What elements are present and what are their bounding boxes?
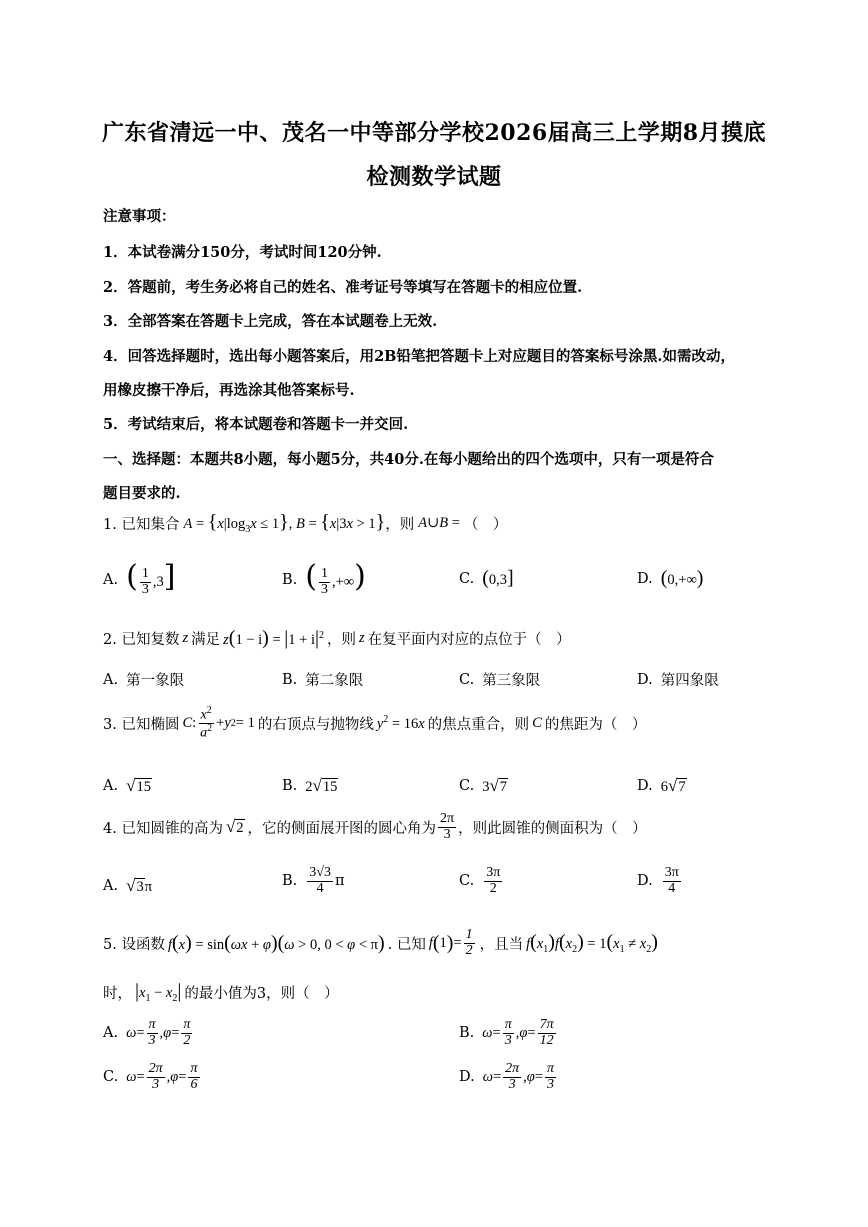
q5-option-a[interactable]: A. ω = $\frac{\pi}{3}$ , φ = $\frac{\pi}{2}$: [103, 1017, 191, 1048]
q1-option-c[interactable]: C. (0,3]: [459, 567, 514, 589]
q2-option-d[interactable]: D. 第四象限: [637, 671, 719, 689]
exam-title-line-1: 广东省清远一中、茂名一中等部分学校2026届高三上学期8月摸底: [101, 120, 767, 146]
q3-prefix: 3. 已知椭圆: [103, 717, 180, 734]
note-item-4: 4．回答选择题时，选出每小题答案后，用2B铅笔把答题卡上对应题目的答案标号涂黑.如需改动，: [103, 348, 735, 365]
q5-option-b[interactable]: B. ω = $\frac{\pi}{3}$ , φ = $\frac{7\pi}{12}$: [459, 1017, 554, 1048]
q1-union-formula: A∪B =: [418, 514, 460, 531]
notes-heading: 注意事项：: [103, 208, 176, 225]
note-item-2: 2．答题前，考生务必将自己的姓名、准考证号等填写在答题卡的相应位置.: [103, 279, 583, 296]
q3-mid3: 的焦距为（ ）: [544, 717, 647, 734]
q3-option-d[interactable]: D. 6 √ 7: [637, 776, 686, 795]
q3-mid1: 的右顶点与抛物线: [257, 717, 374, 734]
question-5-stem: [103, 928, 658, 958]
q1-label-d: D.: [637, 570, 653, 587]
q5-option-c[interactable]: C. ω = $\frac{2\pi}{3}$ , φ = $\frac{\pi}{6}$: [103, 1061, 198, 1092]
q1-suffix: ，则: [385, 516, 415, 533]
q1-prefix: 1. 已知集合: [103, 516, 180, 533]
q3-option-b[interactable]: B. 2 √ 15: [282, 776, 338, 795]
q5-prefix: 5. 设函数: [103, 936, 165, 953]
q4-mid2: ，则此圆锥的侧面积为（ ）: [458, 820, 647, 837]
q5-product-formula: $f(x_1)f(x_2) = 1(x_1 \ne x_2)$: [526, 930, 658, 955]
q3-option-c[interactable]: C. 3 √ 7: [459, 776, 508, 795]
q3-option-a[interactable]: A. √ 15: [103, 776, 151, 795]
q5-mid1: . 已知: [387, 936, 426, 953]
q1-sets-formula: $A = \{x|\log_3x \le 1\}$, B = {x|3x > 1}: [183, 511, 386, 535]
q4-prefix: 4. 已知圆锥的高为: [103, 820, 223, 837]
exam-title-line-2: 检测数学试题: [366, 164, 502, 190]
q2-mid1: 满足: [191, 632, 221, 648]
q5-line2-prefix: 时，: [103, 985, 132, 1002]
q4-option-d[interactable]: D. $\frac{3\pi}{4}$: [637, 865, 679, 896]
q5-line2-suffix: 的最小值为3，则（ ）: [184, 985, 339, 1002]
q4-option-b[interactable]: B. $\frac{3√3}{4}$ π: [282, 865, 345, 896]
q2-prefix: 2. 已知复数: [103, 632, 180, 648]
q2-equation: $z(1 - i) = |1 + i|^2$: [223, 627, 325, 649]
q1-label-c: C.: [459, 570, 475, 587]
question-2-stem: 2. 已知复数 z 满足 $z(1 - i) = |1 + i|^2$ ，则 z 在复平面内对应的点位于（ ）: [103, 627, 571, 649]
q4-option-c[interactable]: C. $\frac{3\pi}{2}$: [459, 865, 501, 896]
q3-ellipse-formula: C : $\frac{x^2}{a^2}$ + y 2 = 1: [182, 705, 255, 741]
section-heading-line-1: 一、选择题：本题共8小题，每小题5分，共40分.在每小题给出的四个选项中，只有一项是符合: [103, 451, 714, 468]
q4-option-a[interactable]: A. √ 3 π: [103, 876, 153, 895]
note-item-5: 5．考试结束后，将本试题卷和答题卡一并交回.: [103, 416, 409, 433]
q5-value-formula: f ( 1 ) = $\frac{1}{2}$: [428, 927, 473, 958]
q1-label-a: A.: [103, 571, 119, 588]
q5-option-d[interactable]: D. ω = $\frac{2\pi}{3}$ , φ = $\frac{\pi}{3}$: [459, 1061, 555, 1092]
section-heading-line-2: 题目要求的.: [103, 485, 181, 502]
q1-option-b[interactable]: B. ( $\frac{1}{3}$ ,+∞): [282, 559, 366, 598]
q1-end: （ ）: [463, 516, 508, 533]
note-item-1: 1．本试卷满分150分，考试时间120分钟.: [103, 244, 382, 261]
q3-parabola-formula: $y^2 = 16x$: [376, 714, 425, 733]
q5-mid2: ，且当: [479, 936, 524, 953]
q3-mid2: 的焦点重合，则: [427, 717, 530, 734]
q2-option-a[interactable]: A. 第一象限: [103, 671, 185, 689]
question-3-stem: 3. 已知椭圆 C : $\frac{x^2}{a^2}$ + y 2 = 1 的右顶点与抛物线 $y^2 = 16x$ 的焦点重合，则 C 的焦距为（ ）: [103, 705, 647, 741]
q2-option-c[interactable]: C. 第三象限: [459, 671, 541, 689]
question-4-stem: 4. 已知圆锥的高为 √ 2 ，它的侧面展开图的圆心角为 $\frac{2\pi}{3}$ ，则此圆锥的侧面积为（ ）: [103, 811, 647, 842]
note-item-4-cont: 用橡皮擦干净后，再选涂其他答案标号.: [103, 382, 355, 399]
q2-option-b[interactable]: B. 第二象限: [282, 671, 364, 689]
q1-label-b: B.: [282, 571, 298, 588]
q2-mid3: 在复平面内对应的点位于（ ）: [367, 632, 571, 648]
note-item-3: 3．全部答案在答题卡上完成，答在本试题卷上无效.: [103, 313, 438, 330]
q1-option-a[interactable]: A. ( $\frac{1}{3}$ ,3]: [103, 559, 176, 598]
question-5-stem-cont: 时， $|x_1 - x_2|$ 的最小值为3，则（ ）: [103, 980, 339, 1004]
q4-mid1: ，它的侧面展开图的圆心角为: [247, 820, 437, 837]
q1-option-d[interactable]: D. (0,+∞): [637, 567, 704, 589]
q5-function-formula: f(x) = sin(ωx + φ)(ω > 0, 0 < φ < π): [167, 931, 385, 954]
question-1-stem: [103, 512, 507, 535]
q2-mid2: ，则: [327, 632, 357, 648]
